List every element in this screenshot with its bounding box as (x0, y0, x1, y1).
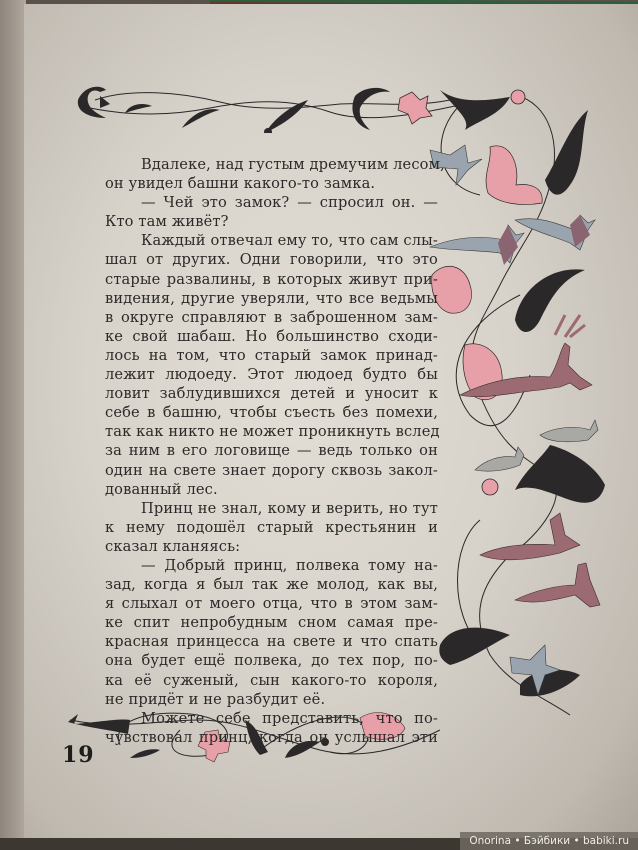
fawn-icon (515, 563, 600, 607)
text-line: лось на том, что старый замок принад- (105, 346, 438, 364)
text-line: старые развалины, в которых живут при- (105, 270, 438, 288)
text-line: в округе справляют в заброшенном зам- (105, 308, 438, 326)
text-line: один на свете знает дорогу сквозь закол- (105, 461, 438, 479)
text-line: Вдалеке, над густым дремучим лесом, (141, 156, 445, 173)
hare-icon (475, 447, 524, 471)
text-line: ке спит непробудным сном самая пре- (105, 614, 438, 632)
text-line: Кто там живёт? (105, 213, 229, 231)
paragraph (105, 231, 438, 498)
paragraph (105, 499, 438, 556)
right-vine-border-ornament (420, 75, 620, 735)
text-line: я слыхал от моего отца, что в этом зам- (105, 595, 438, 613)
paragraph (105, 155, 445, 193)
paragraph (105, 556, 438, 709)
text-line: себе в башню, чтобы съесть без помехи, (105, 404, 438, 422)
text-line: Можете себе представить, что по- (141, 709, 438, 727)
paragraph (105, 709, 438, 747)
text-line: зад, когда я был так же молод, как вы, (105, 576, 438, 594)
text-line: сказал кланяясь: (105, 537, 241, 555)
top-vine-border-ornament (60, 78, 460, 133)
book-spine-shadow (0, 0, 26, 850)
text-line: ловит заблудившихся детей и уносит к (105, 385, 438, 403)
text-line: чувствовал принц, когда он услышал эти (105, 728, 438, 746)
page-number: 19 (62, 742, 95, 768)
hare-icon (540, 420, 598, 442)
text-line: Принц не знал, кому и верить, но тут (141, 499, 438, 517)
text-line: шал от других. Одни говорили, что это (105, 251, 438, 269)
watermark: Onorina • Бэйбики • babiki.ru (460, 832, 638, 850)
text-line: он увидел башни какого-то замка. (105, 175, 376, 193)
text-line: — Чей это замок? — спросил он. — (141, 194, 438, 212)
text-line: она будет ещё полвека, до тех пор, по- (105, 652, 438, 670)
paragraph (105, 193, 438, 231)
text-line: Каждый отвечал ему то, что сам слы- (141, 232, 438, 250)
text-line: ка её суженый, сын какого-то короля, (105, 671, 438, 689)
doe-icon (480, 513, 580, 560)
text-line: не придёт и не разбудит её. (105, 690, 326, 708)
text-line: так как никто не может проникнуть вслед (105, 423, 440, 441)
text-line: ке свой шабаш. Но большинство сходи- (105, 327, 438, 345)
text-line: видения, другие уверяли, что все ведьмы (105, 289, 438, 307)
text-line: дованный лес. (105, 480, 218, 498)
text-line: — Добрый принц, полвека тому на- (141, 556, 438, 574)
text-line: к нему подошёл старый крестьянин и (105, 518, 438, 536)
text-line: за ним в его логовище — ведь только он (105, 442, 438, 460)
text-line: лежит людоеду. Этот людоед будто бы (105, 366, 438, 384)
text-line: красная принцесса на свете и что спать (105, 633, 438, 651)
story-text (105, 155, 445, 747)
